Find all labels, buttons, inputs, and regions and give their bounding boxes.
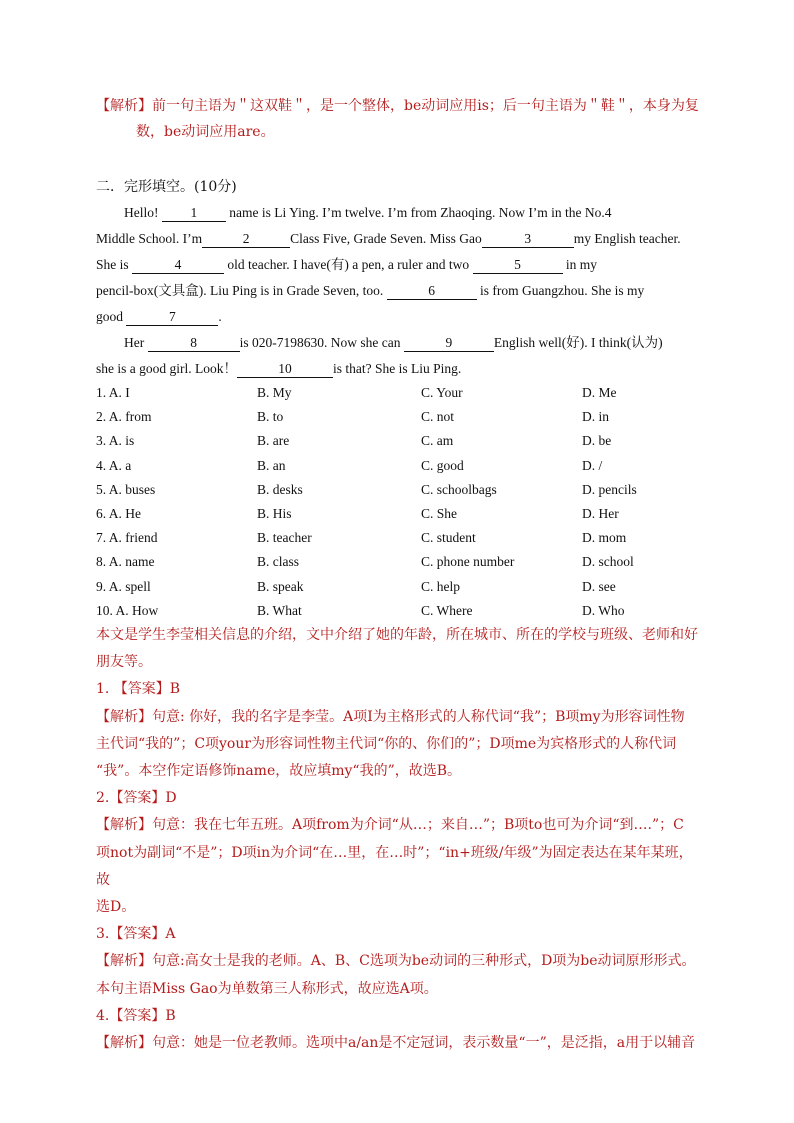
- options-list: [96, 381, 716, 623]
- analysis-text: 前一句主语为＂这双鞋＂，是一个整体，be动词应用is；后一句主语为＂鞋＂，本身为复: [152, 98, 699, 114]
- passage-line: Middle School. I’m 2 Class Five, Grade Seven. Miss Gao 3 my English teacher.: [96, 231, 681, 246]
- answer-heading: 4.【答案】B: [96, 1007, 176, 1024]
- blank-9[interactable]: 9: [404, 335, 494, 352]
- option-row: 7. A. friend B. teacher C. student D. mom: [96, 530, 627, 546]
- analysis-line: 【解析】句意:高女士是我的老师。A、B、C选项为be动词的三种形式，D项为be动词原形形式。: [96, 953, 696, 970]
- blank-3[interactable]: 3: [482, 231, 574, 248]
- option-row: 5. A. buses B. desks C. schoolbags D. pencils: [96, 481, 637, 497]
- option-row: 8. A. name B. class C. phone number D. school: [96, 554, 634, 570]
- blank-8[interactable]: 8: [148, 335, 240, 352]
- blank-7[interactable]: 7: [126, 309, 218, 326]
- answer-heading: 3.【答案】A: [96, 926, 176, 943]
- option-row: 2. A. from B. to C. not D. in: [96, 409, 609, 425]
- analysis-line: [96, 93, 706, 119]
- blank-10[interactable]: 10: [237, 361, 333, 378]
- passage-line: Hello! 1 name is Li Ying. I’m twelve. I’m from Zhaoqing. Now I’m in the No.4: [124, 205, 612, 220]
- blank-2[interactable]: 2: [202, 231, 290, 248]
- analysis-line: “我”。本空作定语修饰name，故应填my“我的”，故选B。: [96, 763, 462, 780]
- analysis-line: 【解析】句意: 你好，我的名字是李莹。A项I为主格形式的人称代词“我”；B项my为形容词性物: [96, 708, 685, 725]
- answers-block: [96, 622, 706, 1057]
- option-row: 3. A. is B. are C. am D. be: [96, 433, 612, 449]
- summary-line: 本文是学生李莹相关信息的介绍，文中介绍了她的年龄，所在城市、所在的学校与班级、老师和好: [96, 627, 698, 643]
- option-row: 10. A. How B. What C. Where D. Who: [96, 602, 625, 618]
- summary-line: 朋友等。: [96, 654, 152, 671]
- section-title: 二．完形填空。(10分): [96, 179, 237, 195]
- cloze-passage: [96, 200, 706, 382]
- option-row: 4. A. a B. an C. good D. /: [96, 457, 603, 473]
- option-row: 9. A. spell B. speak C. help D. see: [96, 578, 616, 594]
- option-row: 1. A. I B. My C. Your D. Me: [96, 385, 617, 400]
- answer-heading: 2.【答案】D: [96, 790, 177, 807]
- analysis-tag: 【解析】: [96, 98, 152, 114]
- passage-line: good 7 .: [96, 309, 222, 324]
- passage-line: she is a good girl. Look！ 10 is that? She is Liu Ping.: [96, 361, 462, 376]
- passage-line: pencil-box(文具盒). Liu Ping is in Grade Seven, too. 6 is from Guangzhou. She is my: [96, 283, 645, 298]
- passage-line: She is 4 old teacher. I have(有) a pen, a ruler and two 5 in my: [96, 257, 598, 272]
- blank-4[interactable]: 4: [132, 257, 224, 274]
- analysis-line: 主代词“我的”；C项your为形容词性物主代词“你的、你们的”；D项me为宾格形式的人称代词: [96, 735, 677, 752]
- answer-heading: 1. 【答案】B: [96, 681, 181, 698]
- option-row: 6. A. He B. His C. She D. Her: [96, 505, 619, 521]
- analysis-line: 本句主语Miss Gao为单数第三人称形式，故应选A项。: [96, 980, 438, 997]
- blank-5[interactable]: 5: [473, 257, 563, 274]
- analysis-line: 【解析】句意：我在七年五班。A项from为介词“从…；来自…”；B项to也可为介词“到….”；C: [96, 817, 684, 834]
- analysis-line: 选D。: [96, 899, 136, 916]
- analysis-block-top: [96, 93, 706, 145]
- analysis-line: 项not为副词“不是”；D项in为介词“在…里，在…时”；“in+班级/年级”为固定表达在某年某班，故: [96, 844, 693, 888]
- analysis-line: 【解析】句意：她是一位老教师。选项中a/an是不定冠词，表示数量“一”，是泛指，a用于以辅音: [96, 1035, 696, 1052]
- analysis-line: 数，be动词应用are。: [136, 124, 275, 140]
- blank-1[interactable]: 1: [162, 205, 226, 222]
- passage-line: Her 8 is 020-7198630. Now she can 9 English well(好). I think(认为): [124, 335, 663, 350]
- blank-6[interactable]: 6: [387, 283, 477, 300]
